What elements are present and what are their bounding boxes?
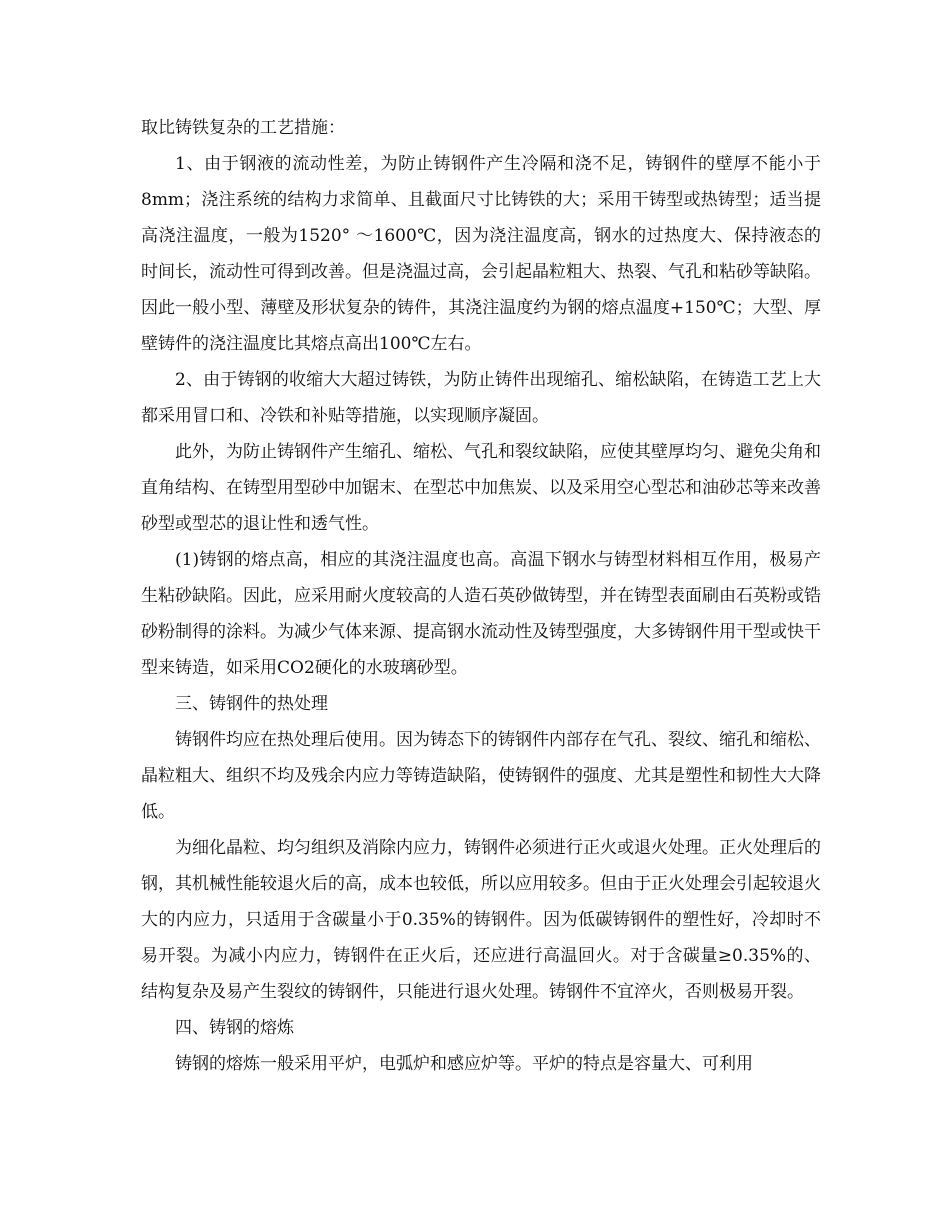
section-heading-smelting: 四、铸钢的熔炼 <box>175 1018 294 1038</box>
paragraph-smelting-intro: 铸钢的熔炼一般采用平炉，电弧炉和感应炉等。平炉的特点是容量大、可利用 <box>175 1054 753 1074</box>
paragraph-additional-measures: 此外，为防止铸钢件产生缩孔、缩松、气孔和裂纹缺陷，应使其壁厚均匀、避免尖角和直角结构、在铸型用型砂中加锯末、在型芯中加焦炭、以及采用空心型芯和油砂芯等来改善砂型或型芯的退让性和透气性。 <box>141 442 821 534</box>
document-page <box>141 110 821 1082</box>
paragraph-continuation: 取比铸铁复杂的工艺措施： <box>141 118 345 138</box>
section-heading-heat-treatment: 三、铸钢件的热处理 <box>175 694 328 714</box>
paragraph-item-1: 1、由于钢液的流动性差，为防止铸钢件产生冷隔和浇不足，铸钢件的壁厚不能小于8mm；浇注系统的结构力求简单、且截面尺寸比铸铁的大；采用干铸型或热铸型；适当提高浇注温度，一般为1520° ～1600℃，因为浇注温度高，钢水的过热度大、保持液态的时间长，流动性可得到改善。但是浇温过高，会引起晶粒粗大、热裂、气孔和粘砂等缺陷。因此一般小型、薄壁及形状复杂的铸件，其浇注温度约为钢的熔点温度+150℃；大型、厚壁铸件的浇注温度比其熔点高出100℃左右。 <box>141 154 821 354</box>
paragraph-heat-treatment-intro: 铸钢件均应在热处理后使用。因为铸态下的铸钢件内部存在气孔、裂纹、缩孔和缩松、晶粒粗大、组织不均及残余内应力等铸造缺陷，使铸钢件的强度、尤其是塑性和韧性大大降低。 <box>141 730 821 822</box>
paragraph-normalizing-annealing: 为细化晶粒、均匀组织及消除内应力，铸钢件必须进行正火或退火处理。正火处理后的钢，其机械性能较退火后的高，成本也较低，所以应用较多。但由于正火处理会引起较退火大的内应力，只适用于含碳量小于0.35%的铸钢件。因为低碳铸钢件的塑性好，冷却时不易开裂。为减小内应力，铸钢件在正火后，还应进行高温回火。对于含碳量≥0.35%的、结构复杂及易产生裂纹的铸钢件，只能进行退火处理。铸钢件不宜淬火，否则极易开裂。 <box>141 838 821 1002</box>
paragraph-point-1: (1)铸钢的熔点高，相应的其浇注温度也高。高温下钢水与铸型材料相互作用，极易产生粘砂缺陷。因此，应采用耐火度较高的人造石英砂做铸型，并在铸型表面刷由石英粉或锆砂粉制得的涂料。为减少气体来源、提高钢水流动性及铸型强度，大多铸钢件用干型或快干型来铸造，如采用CO2硬化的水玻璃砂型。 <box>141 550 821 678</box>
paragraph-item-2: 2、由于铸钢的收缩大大超过铸铁，为防止铸件出现缩孔、缩松缺陷，在铸造工艺上大都采用冒口和、冷铁和补贴等措施，以实现顺序凝固。 <box>141 370 821 426</box>
